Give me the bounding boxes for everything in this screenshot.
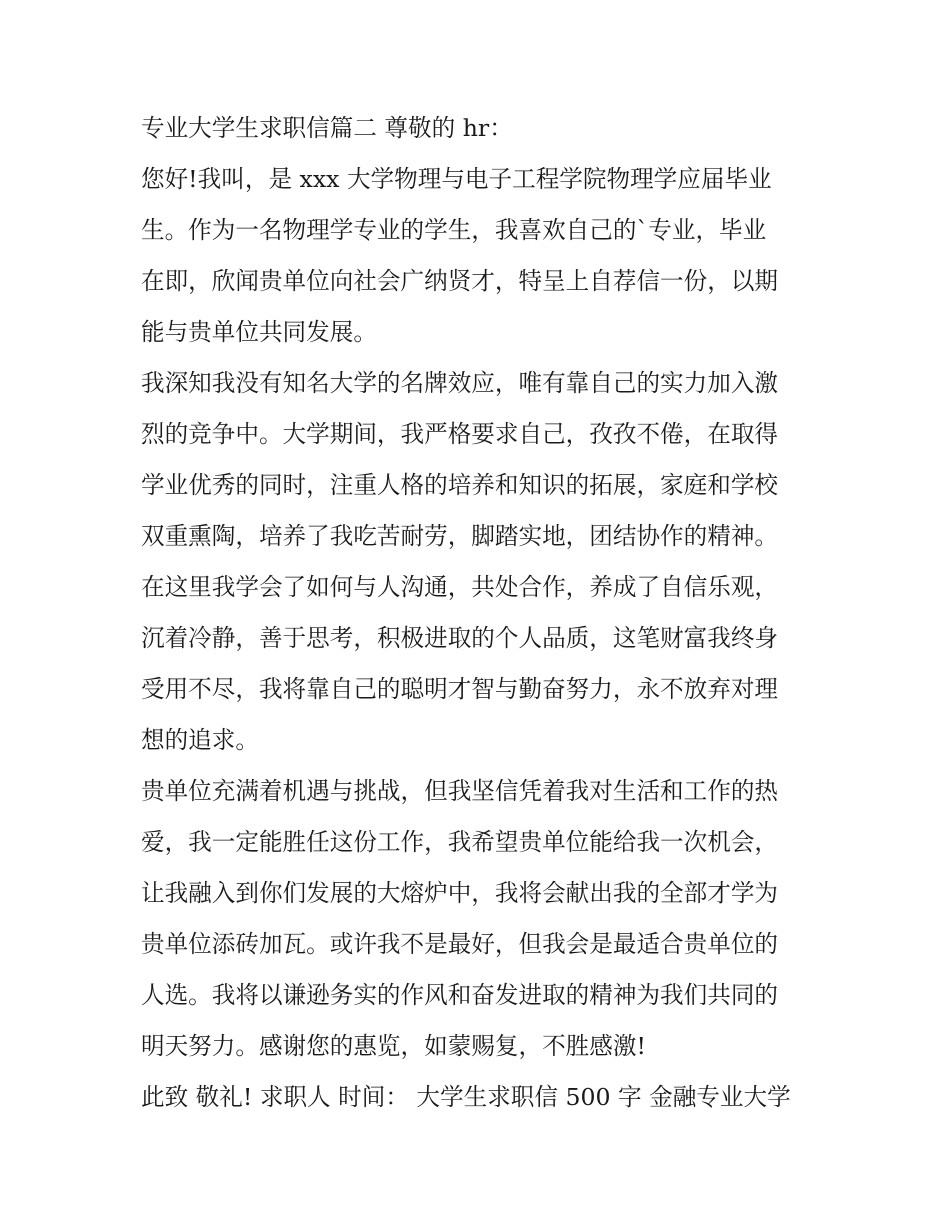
text-line: 烈的竞争中。大学期间，我严格要求自己，孜孜不倦，在取得	[141, 420, 779, 448]
text-line: 学业优秀的同时，注重人格的培养和知识的拓展，家庭和学校	[141, 471, 779, 499]
text-line: 明天努力。感谢您的惠览，如蒙赐复，不胜感激!	[141, 1032, 646, 1060]
text-line: 在即，欣闻贵单位向社会广纳贤才，特呈上自荐信一份，以期	[141, 267, 779, 295]
text-line: 爱，我一定能胜任这份工作，我希望贵单位能给我一次机会，	[141, 828, 779, 856]
text-line: 沉着冷静，善于思考，积极进取的个人品质，这笔财富我终身	[141, 624, 779, 652]
closing-line: 此致 敬礼! 求职人 时间： 大学生求职信 500 字 金融专业大学	[141, 1083, 791, 1111]
text-line: 人选。我将以谦逊务实的作风和奋发进取的精神为我们共同的	[141, 981, 779, 1009]
text-line: 生。作为一名物理学专业的学生，我喜欢自己的`专业，毕业	[141, 216, 767, 244]
letter-body	[141, 109, 821, 1129]
text-line: 受用不尽，我将靠自己的聪明才智与勤奋努力，永不放弃对理	[141, 675, 779, 703]
text-line: 让我融入到你们发展的大熔炉中，我将会献出我的全部才学为	[141, 879, 779, 907]
text-line: 您好!我叫，是 xxx 大学物理与电子工程学院物理学应届毕业	[141, 165, 772, 193]
text-line: 想的追求。	[141, 726, 259, 754]
text-line: 能与贵单位共同发展。	[141, 318, 377, 346]
letter-heading-line: 专业大学生求职信篇二 尊敬的 hr：	[141, 114, 513, 142]
text-line: 贵单位添砖加瓦。或许我不是最好，但我会是最适合贵单位的	[141, 930, 779, 958]
text-line: 双重熏陶，培养了我吃苦耐劳，脚踏实地，团结协作的精神。	[141, 522, 779, 550]
text-line: 贵单位充满着机遇与挑战，但我坚信凭着我对生活和工作的热	[141, 777, 779, 805]
text-line: 我深知我没有知名大学的名牌效应，唯有靠自己的实力加入激	[141, 369, 779, 397]
text-line: 在这里我学会了如何与人沟通，共处合作，养成了自信乐观，	[141, 573, 779, 601]
